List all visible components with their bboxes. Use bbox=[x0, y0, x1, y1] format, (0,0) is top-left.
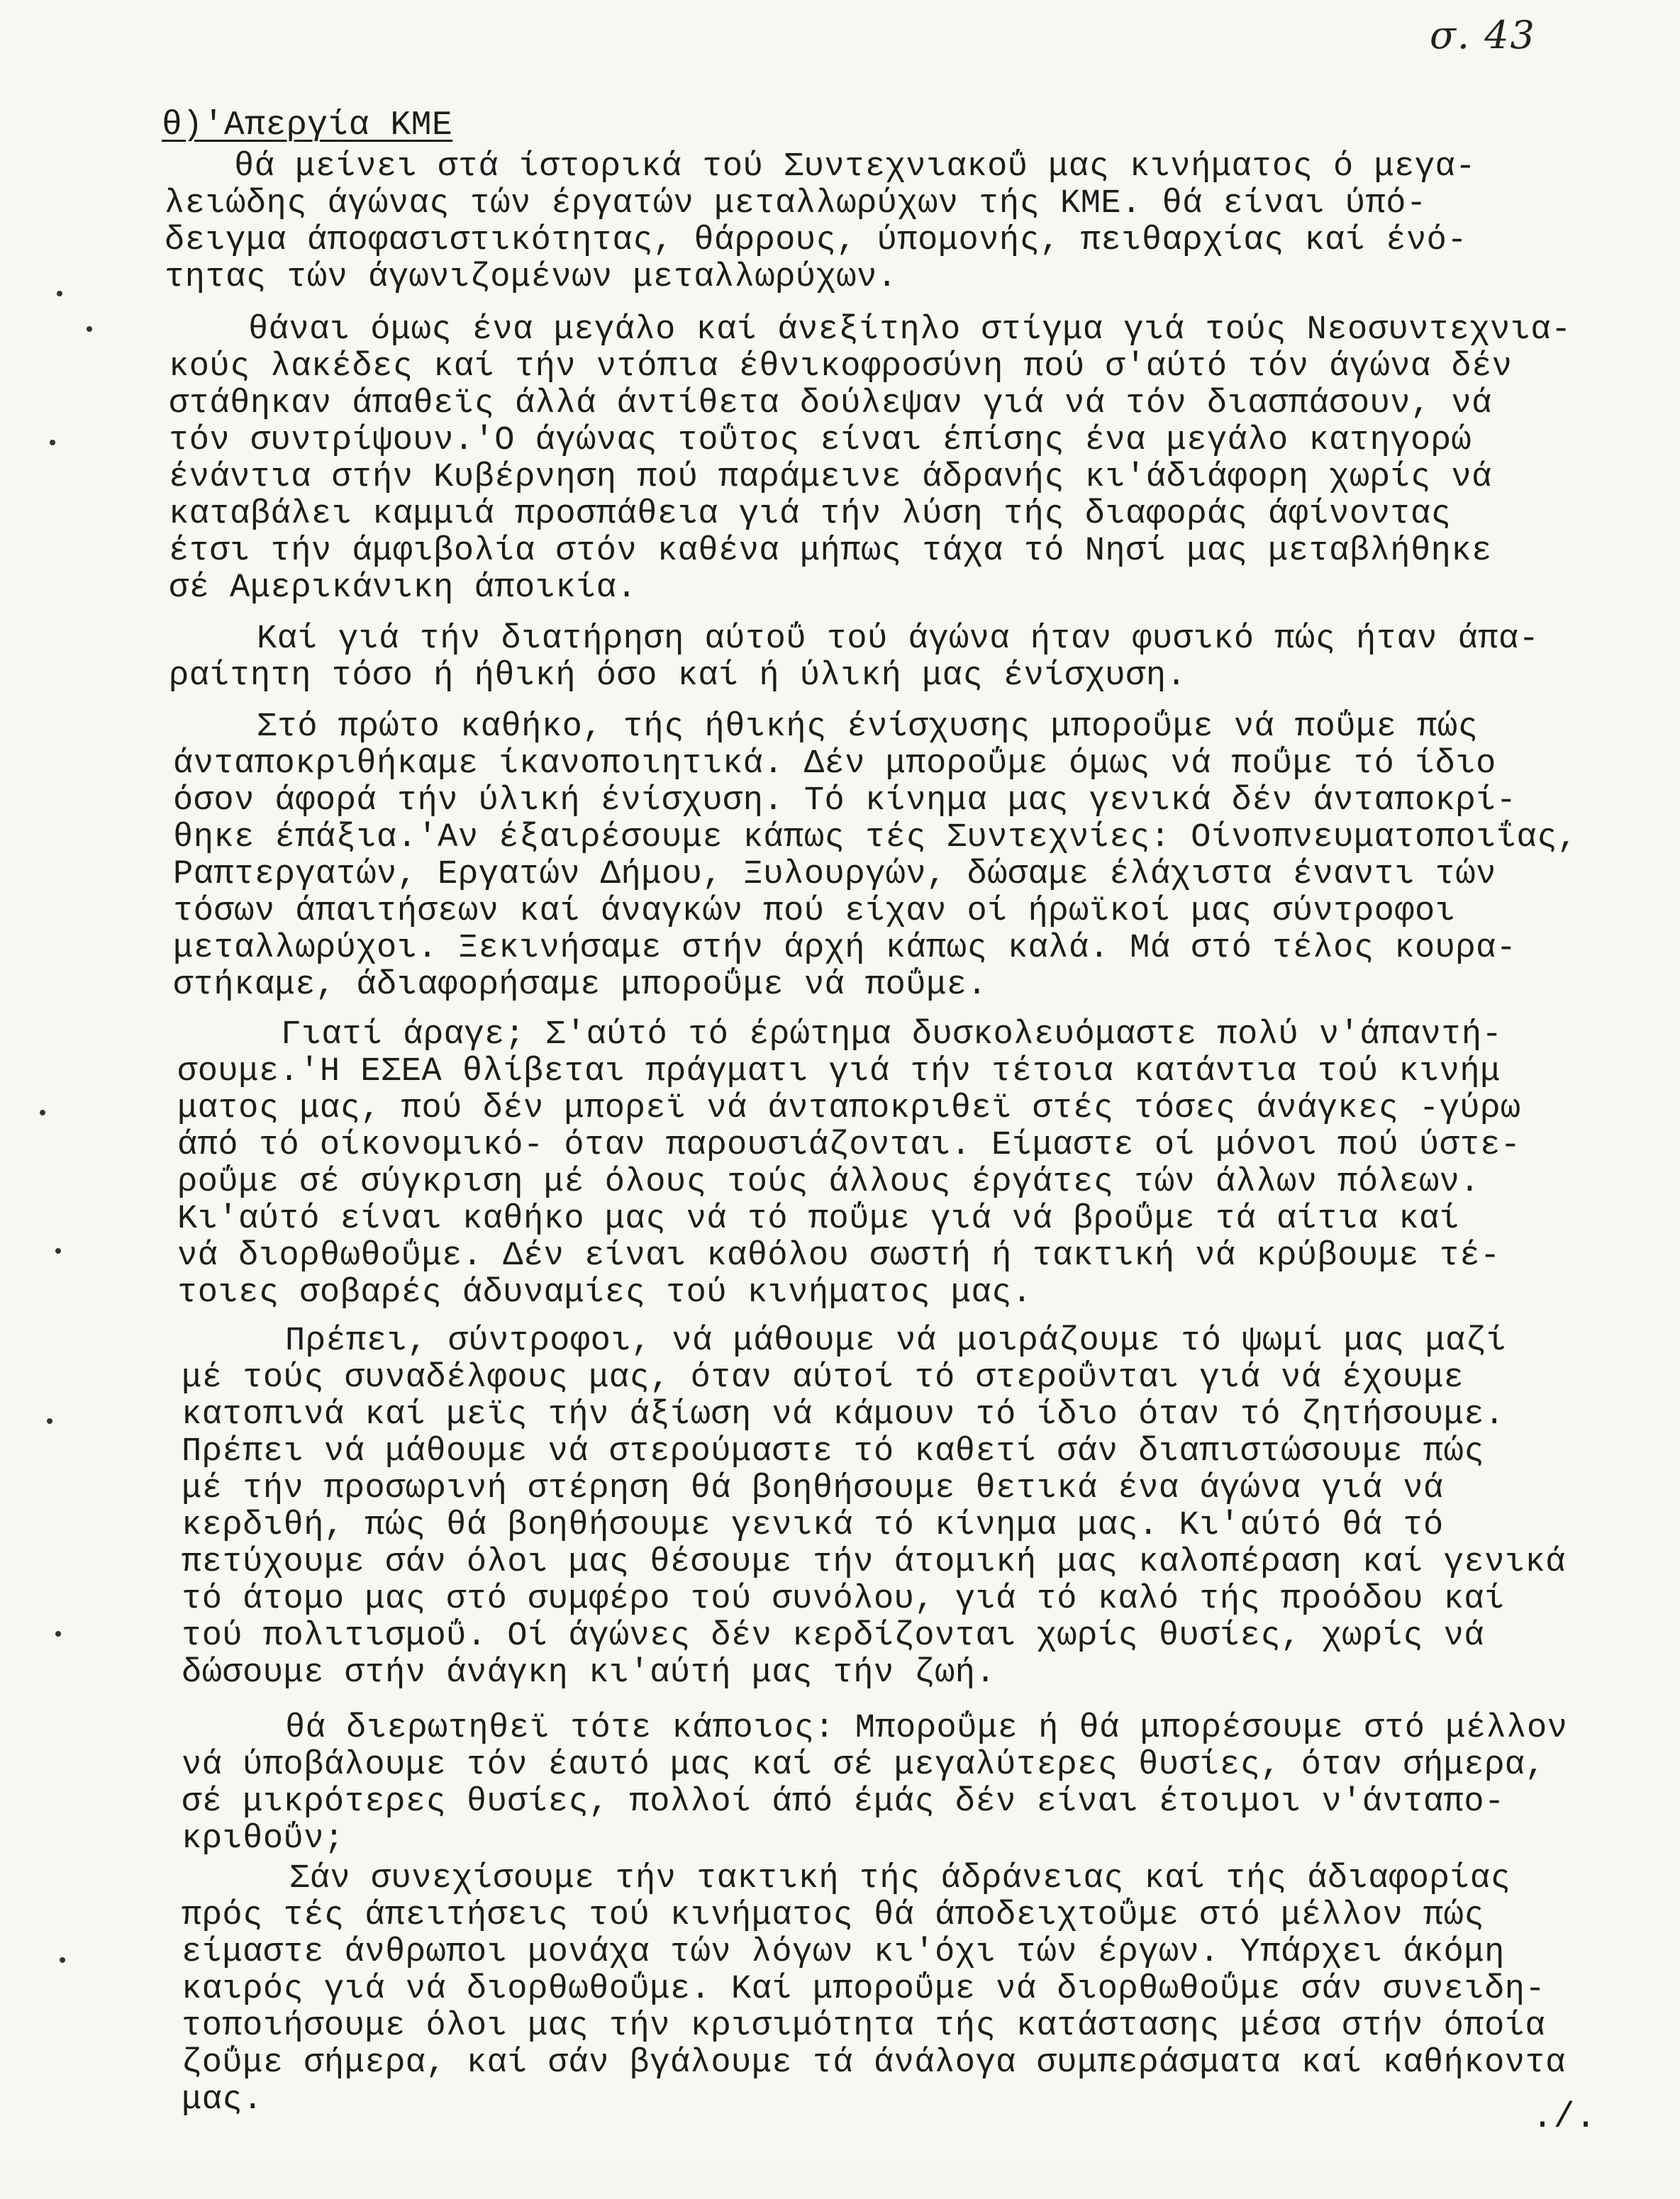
text-line: τόσων άπαιτήσεων καί άναγκών πού είχαν οί ήρωϊκοί μας σύντροφοι bbox=[173, 893, 1456, 930]
text-line: θηκε έπάξια.'Αν έξαιρέσουμε κάπως τές Συντεχνίες: Οίνοπνευματοποιΐας, bbox=[173, 819, 1578, 857]
text-line: θά διερωτηθεϊ τότε κάποιος: Μποροΰμε ή θά μπορέσουμε στό μέλλον bbox=[285, 1710, 1568, 1747]
text-line: τό άτομο μας στό συμφέρο τού συνόλου, γιά τό καλό τής προόδου καί bbox=[182, 1581, 1505, 1618]
text-line: Γιατί άραγε; Σ'αύτό τό έρώτημα δυσκολευόμαστε πολύ ν'άπαντή- bbox=[281, 1016, 1503, 1054]
text-line: σέ Αμερικάνικη άποικία. bbox=[169, 569, 638, 607]
text-line: Κι'αύτό είναι καθήκο μας νά τό ποΰμε γιά νά βροΰμε τά αίτια καί bbox=[177, 1201, 1460, 1238]
text-line: θά μείνει στά ίστορικά τού Συντεχνιακοΰ μας κινήματος ό μεγα- bbox=[234, 148, 1476, 186]
margin-speck bbox=[40, 1110, 45, 1115]
text-line: τητας τών άγωνιζομένων μεταλλωρύχων. bbox=[165, 259, 898, 296]
text-line: μας. bbox=[182, 2081, 263, 2119]
text-line: τόν συντρίψουν.'Ο άγώνας τοΰτος είναι έπίσης ένα μεγάλο κατηγορώ bbox=[169, 422, 1472, 460]
text-line: κατοπινά καί μεϊς τήν άξίωση νά κάμουν τό ίδιο όταν τό ζητήσουμε. bbox=[182, 1396, 1505, 1434]
section-heading: θ)'Απεργία ΚΜΕ bbox=[162, 106, 453, 145]
text-line: σέ μικρότερες θυσίες, πολλοί άπό έμάς δέν είναι έτοιμοι ν'άνταπο- bbox=[182, 1783, 1505, 1821]
text-line: στήκαμε, άδιαφορήσαμε μποροΰμε νά ποΰμε. bbox=[173, 967, 988, 1004]
text-line: μεταλλωρύχοι. Ξεκινήσαμε στήν άρχή κάπως καλά. Μά στό τέλος κουρα- bbox=[173, 930, 1517, 967]
margin-speck bbox=[55, 1248, 61, 1254]
text-line: κούς λακέδες καί τήν ντόπια έθνικοφροσύνη πού σ'αύτό τόν άγώνα δέν bbox=[169, 348, 1513, 386]
text-line: τοποιήσουμε όλοι μας τήν κρισιμότητα τής κατάστασης μέσα στήν όποία bbox=[182, 2008, 1546, 2045]
text-line: μέ τούς συναδέλφους μας, όταν αύτοί τό στεροΰνται γιά νά έχουμε bbox=[182, 1359, 1464, 1397]
margin-speck bbox=[57, 291, 62, 296]
text-line: τοιες σοβαρές άδυναμίες τού κινήματος μας. bbox=[177, 1274, 1033, 1312]
text-line: λειώδης άγώνας τών έργατών μεταλλωρύχων τής ΚΜΕ. θά είναι ύπό- bbox=[165, 185, 1427, 223]
text-line: ραίτητη τόσο ή ήθική όσο καί ή ύλική μας ένίσχυση. bbox=[169, 657, 1187, 695]
text-line: πρός τές άπειτήσεις τού κινήματος θά άποδειχτοΰμε στό μέλλον πώς bbox=[182, 1897, 1485, 1934]
text-line: τού πολιτισμοΰ. Οί άγώνες δέν κερδίζονται χωρίς θυσίες, χωρίς νά bbox=[182, 1618, 1485, 1655]
text-line: είμαστε άνθρωποι μονάχα τών λόγων κι'όχι τών έργων. Υπάρχει άκόμη bbox=[182, 1934, 1505, 1971]
text-line: νά ύποβάλουμε τόν έαυτό μας καί σέ μεγαλύτερες θυσίες, όταν σήμερα, bbox=[182, 1747, 1546, 1784]
text-line: μέ τήν προσωρινή στέρηση θά βοηθήσουμε θετικά ένα άγώνα γιά νά bbox=[182, 1470, 1444, 1508]
text-line: Καί γιά τήν διατήρηση αύτοΰ τού άγώνα ήταν φυσικό πώς ήταν άπα- bbox=[257, 620, 1540, 658]
paragraph-6 bbox=[0, 1323, 1680, 1774]
text-line: ένάντια στήν Κυβέρνηση πού παράμεινε άδρανής κι'άδιάφορη χωρίς νά bbox=[169, 459, 1492, 496]
paragraph-8 bbox=[0, 1861, 1680, 2199]
margin-speck bbox=[50, 440, 55, 445]
text-line: Πρέπει, σύντροφοι, νά μάθουμε νά μοιράζουμε τό ψωμί μας μαζί bbox=[285, 1323, 1507, 1360]
text-line: ματος μας, πού δέν μπορεϊ νά άνταποκριθεϊ στές τόσες άνάγκες -γύρω bbox=[177, 1090, 1521, 1128]
end-mark: ./. bbox=[1532, 2098, 1597, 2138]
text-line: Ραπτεργατών, Εργατών Δήμου, Ξυλουργών, δώσαμε έλάχιστα έναντι τών bbox=[173, 856, 1496, 893]
text-line: πετύχουμε σάν όλοι μας θέσουμε τήν άτομική μας καλοπέραση καί γενικά bbox=[182, 1544, 1566, 1581]
text-line: έτσι τήν άμφιβολία στόν καθένα μήπως τάχα τό Νησί μας μεταβλήθηκε bbox=[169, 533, 1492, 570]
text-line: άνταποκριθήκαμε ίκανοποιητικά. Δέν μποροΰμε όμως νά ποΰμε τό ίδιο bbox=[173, 745, 1496, 783]
margin-speck bbox=[55, 1631, 61, 1637]
text-line: ζοΰμε σήμερα, καί σάν βγάλουμε τά άνάλογα συμπεράσματα καί καθήκοντα bbox=[182, 2044, 1566, 2082]
margin-speck bbox=[87, 326, 92, 332]
text-line: όσον άφορά τήν ύλική ένίσχυση. Τό κίνημα μας γενικά δέν άνταποκρί- bbox=[173, 782, 1517, 820]
text-line: Πρέπει νά μάθουμε νά στερούμαστε τό καθετί σάν διαπιστώσουμε πώς bbox=[182, 1433, 1485, 1471]
text-line: θάναι όμως ένα μεγάλο καί άνεξίτηλο στίγμα γιά τούς Νεοσυντεχνια- bbox=[248, 311, 1571, 349]
text-line: κερδιθή, πώς θά βοηθήσουμε γενικά τό κίνημα μας. Κι'αύτό θά τό bbox=[182, 1507, 1444, 1544]
text-line: καταβάλει καμμιά προσπάθεια γιά τήν λύση τής διαφοράς άφίνοντας bbox=[169, 496, 1452, 533]
text-line: Σάν συνεχίσουμε τήν τακτική τής άδράνειας καί τής άδιαφορίας bbox=[289, 1860, 1511, 1898]
text-line: σουμε.'Η ΕΣΕΑ θλίβεται πράγματι γιά τήν τέτοια κατάντια τού κινήμ bbox=[177, 1053, 1501, 1091]
text-line: άπό τό οίκονομικό- όταν παρουσιάζονται. Είμαστε οί μόνοι πού ύστε- bbox=[177, 1127, 1521, 1164]
text-line: ροΰμε σέ σύγκριση μέ όλους τούς άλλους έργάτες τών άλλων πόλεων. bbox=[177, 1164, 1481, 1201]
margin-speck bbox=[47, 1418, 52, 1424]
text-line: στάθηκαν άπαθεϊς άλλά άντίθετα δούλεψαν γιά νά τόν διασπάσουν, νά bbox=[169, 385, 1492, 423]
text-line: δειγμα άποφασιστικότητας, θάρρους, ύπομονής, πειθαρχίας καί ένό- bbox=[165, 222, 1468, 260]
text-line: Στό πρώτο καθήκο, τής ήθικής ένίσχυσης μποροΰμε νά ποΰμε πώς bbox=[257, 708, 1479, 746]
text-line: νά διορθωθοΰμε. Δέν είναι καθόλου σωστή ή τακτική νά κρύβουμε τέ- bbox=[177, 1237, 1501, 1275]
margin-speck bbox=[60, 1957, 65, 1963]
text-line: κριθοΰν; bbox=[182, 1820, 345, 1858]
text-line: δώσουμε στήν άνάγκη κι'αύτή μας τήν ζωή. bbox=[182, 1654, 996, 1692]
page-number: σ. 43 bbox=[1430, 13, 1536, 57]
text-line: καιρός γιά νά διορθωθοΰμε. Καί μποροΰμε νά διορθωθοΰμε σάν συνειδη- bbox=[182, 1971, 1546, 2008]
